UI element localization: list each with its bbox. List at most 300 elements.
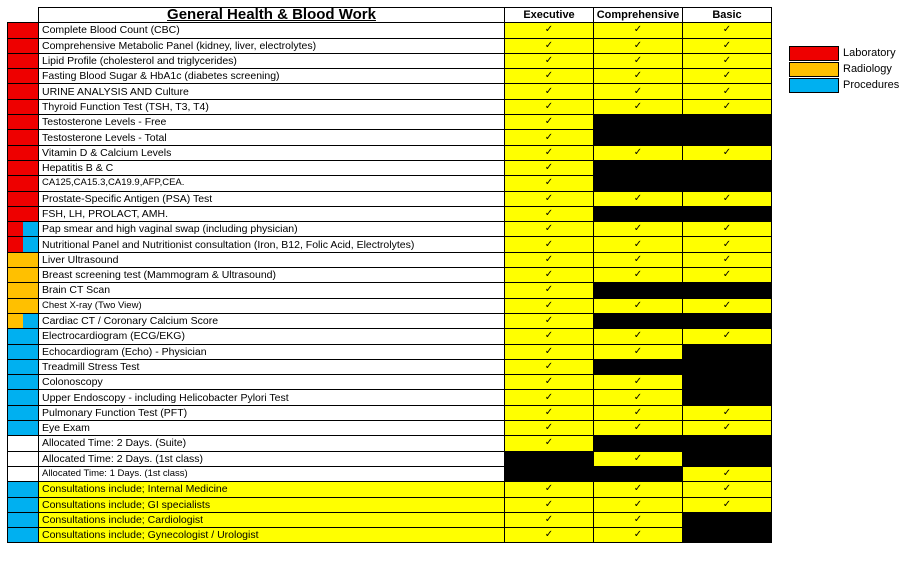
category-indicator — [8, 482, 39, 497]
check-icon: ✓ — [544, 162, 554, 174]
category-indicator — [8, 283, 39, 298]
plan-cell-basic — [683, 84, 772, 99]
test-name: Consultations include; GI specialists — [39, 497, 505, 512]
category-indicator — [8, 421, 39, 436]
health-package-table — [7, 7, 772, 543]
plan-cell-basic — [683, 436, 772, 451]
check-icon: ✓ — [722, 100, 732, 112]
test-name: Prostate-Specific Antigen (PSA) Test — [39, 191, 505, 206]
plan-cell-comprehensive — [594, 436, 683, 451]
plan-header-basic: Basic — [683, 8, 772, 23]
check-icon: ✓ — [544, 39, 554, 51]
check-icon: ✓ — [633, 406, 643, 418]
table-row — [8, 160, 772, 175]
category-indicator — [8, 38, 39, 53]
plan-cell-basic — [683, 206, 772, 221]
category-indicator — [8, 160, 39, 175]
check-icon: ✓ — [544, 55, 554, 67]
table-row — [8, 145, 772, 160]
plan-cell-executive — [505, 145, 594, 160]
check-icon: ✓ — [633, 529, 643, 541]
plan-cell-executive — [505, 359, 594, 374]
test-name: Cardiac CT / Coronary Calcium Score — [39, 313, 505, 328]
check-icon: ✓ — [544, 100, 554, 112]
table-row — [8, 237, 772, 252]
plan-cell-basic — [683, 375, 772, 390]
legend-item-rad — [789, 61, 899, 77]
category-indicator — [8, 375, 39, 390]
header-corner — [8, 8, 39, 23]
table-row — [8, 206, 772, 221]
category-indicator-secondary — [23, 237, 38, 251]
plan-cell-comprehensive — [594, 482, 683, 497]
category-indicator — [8, 145, 39, 160]
check-icon: ✓ — [722, 468, 732, 480]
category-indicator — [8, 313, 39, 328]
plan-cell-comprehensive — [594, 23, 683, 38]
plan-cell-executive — [505, 421, 594, 436]
legend-swatch — [789, 62, 839, 77]
category-indicator-primary — [8, 222, 23, 236]
plan-cell-basic — [683, 191, 772, 206]
check-icon: ✓ — [544, 406, 554, 418]
plan-cell-executive — [505, 23, 594, 38]
category-indicator — [8, 191, 39, 206]
plan-cell-executive — [505, 466, 594, 481]
plan-cell-basic — [683, 237, 772, 252]
test-name: Thyroid Function Test (TSH, T3, T4) — [39, 99, 505, 114]
category-indicator — [8, 69, 39, 84]
category-indicator — [8, 237, 39, 252]
category-indicator — [8, 528, 39, 543]
legend-swatch — [789, 46, 839, 61]
check-icon: ✓ — [633, 376, 643, 388]
plan-cell-basic — [683, 145, 772, 160]
table-row — [8, 69, 772, 84]
table-row — [8, 528, 772, 543]
test-name: Eye Exam — [39, 421, 505, 436]
plan-cell-basic — [683, 38, 772, 53]
plan-cell-executive — [505, 375, 594, 390]
category-indicator — [8, 451, 39, 466]
test-name: Brain CT Scan — [39, 283, 505, 298]
test-name: Lipid Profile (cholesterol and triglycerides) — [39, 53, 505, 68]
check-icon: ✓ — [633, 452, 643, 464]
check-icon: ✓ — [722, 422, 732, 434]
table-row — [8, 222, 772, 237]
table-title: General Health & Blood Work — [39, 8, 505, 23]
check-icon: ✓ — [633, 192, 643, 204]
category-indicator-primary — [8, 237, 23, 251]
plan-cell-comprehensive — [594, 222, 683, 237]
plan-cell-executive — [505, 237, 594, 252]
table-row — [8, 38, 772, 53]
check-icon: ✓ — [633, 223, 643, 235]
test-name: Testosterone Levels - Free — [39, 115, 505, 130]
category-indicator — [8, 344, 39, 359]
table-row — [8, 329, 772, 344]
table-row — [8, 359, 772, 374]
plan-cell-basic — [683, 130, 772, 145]
plan-cell-comprehensive — [594, 390, 683, 405]
plan-cell-executive — [505, 344, 594, 359]
category-indicator-secondary — [23, 222, 38, 236]
table-row — [8, 99, 772, 114]
test-name: Consultations include; Cardiologist — [39, 512, 505, 527]
plan-cell-basic — [683, 344, 772, 359]
check-icon: ✓ — [544, 513, 554, 525]
table-row — [8, 421, 772, 436]
test-name: Hepatitis B & C — [39, 160, 505, 175]
plan-cell-comprehensive — [594, 53, 683, 68]
table-row — [8, 191, 772, 206]
check-icon: ✓ — [722, 55, 732, 67]
check-icon: ✓ — [633, 513, 643, 525]
table-row — [8, 176, 772, 191]
legend-swatch — [789, 78, 839, 93]
category-indicator — [8, 23, 39, 38]
check-icon: ✓ — [722, 24, 732, 36]
header-row — [8, 8, 772, 23]
test-name: CA125,CA15.3,CA19.9,AFP,CEA. — [39, 176, 505, 191]
plan-cell-comprehensive — [594, 497, 683, 512]
check-icon: ✓ — [544, 253, 554, 265]
category-indicator — [8, 405, 39, 420]
plan-cell-comprehensive — [594, 512, 683, 527]
plan-cell-executive — [505, 130, 594, 145]
plan-cell-comprehensive — [594, 38, 683, 53]
check-icon: ✓ — [544, 208, 554, 219]
plan-cell-executive — [505, 206, 594, 221]
plan-cell-comprehensive — [594, 115, 683, 130]
table-row — [8, 344, 772, 359]
test-name: Echocardiogram (Echo) - Physician — [39, 344, 505, 359]
check-icon: ✓ — [722, 269, 732, 281]
plan-cell-comprehensive — [594, 283, 683, 298]
plan-cell-comprehensive — [594, 99, 683, 114]
check-icon: ✓ — [722, 70, 732, 82]
category-indicator — [8, 206, 39, 221]
plan-cell-basic — [683, 313, 772, 328]
check-icon: ✓ — [544, 116, 554, 128]
legend-item-proc — [789, 77, 899, 93]
check-icon: ✓ — [544, 315, 554, 327]
check-icon: ✓ — [544, 192, 554, 204]
legend-label: Procedures — [843, 79, 900, 91]
table-row — [8, 436, 772, 451]
check-icon: ✓ — [633, 498, 643, 510]
plan-cell-basic — [683, 451, 772, 466]
check-icon: ✓ — [544, 498, 554, 510]
table-row — [8, 390, 772, 405]
test-name: Vitamin D & Calcium Levels — [39, 145, 505, 160]
check-icon: ✓ — [633, 345, 643, 357]
legend-label: Laboratory — [843, 47, 896, 59]
table-row — [8, 298, 772, 313]
category-indicator — [8, 222, 39, 237]
category-indicator — [8, 130, 39, 145]
check-icon: ✓ — [722, 253, 732, 265]
check-icon: ✓ — [544, 529, 554, 541]
plan-cell-executive — [505, 191, 594, 206]
table-row — [8, 405, 772, 420]
category-legend — [789, 45, 899, 93]
test-name: Consultations include; Internal Medicine — [39, 482, 505, 497]
check-icon: ✓ — [633, 253, 643, 265]
plan-cell-comprehensive — [594, 528, 683, 543]
plan-cell-executive — [505, 390, 594, 405]
check-icon: ✓ — [544, 483, 554, 495]
plan-cell-comprehensive — [594, 191, 683, 206]
check-icon: ✓ — [722, 330, 732, 342]
plan-cell-executive — [505, 115, 594, 130]
check-icon: ✓ — [633, 422, 643, 434]
plan-cell-executive — [505, 451, 594, 466]
plan-cell-executive — [505, 405, 594, 420]
category-indicator — [8, 252, 39, 267]
table-row — [8, 268, 772, 283]
plan-cell-comprehensive — [594, 298, 683, 313]
category-indicator-secondary — [23, 314, 38, 328]
plan-cell-comprehensive — [594, 176, 683, 191]
table-row — [8, 252, 772, 267]
legend-item-lab — [789, 45, 899, 61]
category-indicator — [8, 298, 39, 313]
category-indicator — [8, 176, 39, 191]
test-name: Breast screening test (Mammogram & Ultrasound) — [39, 268, 505, 283]
table-row — [8, 84, 772, 99]
plan-cell-comprehensive — [594, 313, 683, 328]
test-name: Nutritional Panel and Nutritionist consultation (Iron, B12, Folic Acid, Electrolytes) — [39, 237, 505, 252]
plan-cell-executive — [505, 222, 594, 237]
plan-cell-executive — [505, 53, 594, 68]
test-name: Fasting Blood Sugar & HbA1c (diabetes screening) — [39, 69, 505, 84]
test-name: Complete Blood Count (CBC) — [39, 23, 505, 38]
plan-cell-comprehensive — [594, 405, 683, 420]
check-icon: ✓ — [633, 55, 643, 67]
table-row — [8, 482, 772, 497]
category-indicator — [8, 268, 39, 283]
test-name: Electrocardiogram (ECG/EKG) — [39, 329, 505, 344]
plan-cell-basic — [683, 466, 772, 481]
check-icon: ✓ — [633, 269, 643, 281]
plan-cell-comprehensive — [594, 375, 683, 390]
plan-cell-comprehensive — [594, 451, 683, 466]
test-name: Colonoscopy — [39, 375, 505, 390]
plan-cell-basic — [683, 390, 772, 405]
plan-cell-executive — [505, 160, 594, 175]
plan-cell-basic — [683, 176, 772, 191]
test-name: Comprehensive Metabolic Panel (kidney, liver, electrolytes) — [39, 38, 505, 53]
test-name: Allocated Time: 2 Days. (Suite) — [39, 436, 505, 451]
plan-cell-comprehensive — [594, 329, 683, 344]
test-name: Allocated Time: 1 Days. (1st class) — [39, 466, 505, 481]
check-icon: ✓ — [633, 483, 643, 495]
check-icon: ✓ — [544, 70, 554, 82]
plan-cell-basic — [683, 298, 772, 313]
plan-cell-executive — [505, 512, 594, 527]
table-row — [8, 23, 772, 38]
check-icon: ✓ — [722, 146, 732, 158]
plan-cell-basic — [683, 283, 772, 298]
check-icon: ✓ — [544, 146, 554, 158]
category-indicator — [8, 390, 39, 405]
category-indicator — [8, 329, 39, 344]
category-indicator-primary — [8, 314, 23, 328]
plan-cell-executive — [505, 528, 594, 543]
plan-cell-executive — [505, 298, 594, 313]
table-row — [8, 497, 772, 512]
check-icon: ✓ — [544, 299, 554, 311]
check-icon: ✓ — [633, 238, 643, 250]
plan-cell-executive — [505, 482, 594, 497]
category-indicator — [8, 115, 39, 130]
plan-cell-executive — [505, 38, 594, 53]
category-indicator — [8, 99, 39, 114]
check-icon: ✓ — [722, 223, 732, 235]
table-row — [8, 466, 772, 481]
check-icon: ✓ — [544, 284, 554, 296]
check-icon: ✓ — [544, 269, 554, 281]
category-indicator — [8, 497, 39, 512]
plan-cell-comprehensive — [594, 160, 683, 175]
plan-cell-executive — [505, 99, 594, 114]
plan-cell-comprehensive — [594, 421, 683, 436]
table-row — [8, 375, 772, 390]
plan-cell-basic — [683, 252, 772, 267]
plan-cell-basic — [683, 53, 772, 68]
plan-cell-basic — [683, 69, 772, 84]
check-icon: ✓ — [722, 39, 732, 51]
plan-cell-comprehensive — [594, 84, 683, 99]
test-name: Chest X-ray (Two View) — [39, 298, 505, 313]
check-icon: ✓ — [544, 24, 554, 36]
check-icon: ✓ — [544, 223, 554, 235]
test-name: FSH, LH, PROLACT, AMH. — [39, 206, 505, 221]
plan-cell-executive — [505, 313, 594, 328]
table-row — [8, 451, 772, 466]
plan-cell-executive — [505, 268, 594, 283]
plan-cell-basic — [683, 512, 772, 527]
test-name: Testosterone Levels - Total — [39, 130, 505, 145]
plan-cell-comprehensive — [594, 130, 683, 145]
check-icon: ✓ — [633, 391, 643, 403]
check-icon: ✓ — [544, 345, 554, 357]
plan-cell-basic — [683, 23, 772, 38]
check-icon: ✓ — [722, 406, 732, 418]
plan-cell-basic — [683, 160, 772, 175]
check-icon: ✓ — [544, 360, 554, 372]
test-name: Pap smear and high vaginal swap (including physician) — [39, 222, 505, 237]
plan-cell-comprehensive — [594, 252, 683, 267]
plan-cell-basic — [683, 99, 772, 114]
plan-cell-executive — [505, 436, 594, 451]
table-row — [8, 512, 772, 527]
test-name: Upper Endoscopy - including Helicobacter Pylori Test — [39, 390, 505, 405]
test-name: Treadmill Stress Test — [39, 359, 505, 374]
plan-cell-executive — [505, 176, 594, 191]
check-icon: ✓ — [633, 70, 643, 82]
plan-cell-executive — [505, 252, 594, 267]
plan-cell-comprehensive — [594, 69, 683, 84]
check-icon: ✓ — [633, 85, 643, 97]
plan-cell-executive — [505, 283, 594, 298]
plan-cell-basic — [683, 482, 772, 497]
check-icon: ✓ — [722, 85, 732, 97]
plan-cell-basic — [683, 421, 772, 436]
check-icon: ✓ — [722, 238, 732, 250]
plan-cell-basic — [683, 497, 772, 512]
test-name: Pulmonary Function Test (PFT) — [39, 405, 505, 420]
plan-cell-executive — [505, 497, 594, 512]
table-row — [8, 283, 772, 298]
plan-cell-basic — [683, 528, 772, 543]
check-icon: ✓ — [722, 483, 732, 495]
plan-cell-basic — [683, 329, 772, 344]
plan-cell-executive — [505, 84, 594, 99]
plan-cell-basic — [683, 222, 772, 237]
check-icon: ✓ — [544, 391, 554, 403]
table-row — [8, 115, 772, 130]
plan-cell-comprehensive — [594, 237, 683, 252]
check-icon: ✓ — [633, 100, 643, 112]
check-icon: ✓ — [544, 376, 554, 388]
check-icon: ✓ — [544, 85, 554, 97]
plan-cell-basic — [683, 115, 772, 130]
category-indicator — [8, 436, 39, 451]
check-icon: ✓ — [544, 238, 554, 250]
plan-cell-basic — [683, 268, 772, 283]
check-icon: ✓ — [722, 192, 732, 204]
check-icon: ✓ — [544, 422, 554, 434]
test-name: Consultations include; Gynecologist / Urologist — [39, 528, 505, 543]
table-row — [8, 53, 772, 68]
category-indicator — [8, 53, 39, 68]
test-name: Liver Ultrasound — [39, 252, 505, 267]
check-icon: ✓ — [633, 330, 643, 342]
check-icon: ✓ — [633, 24, 643, 36]
category-indicator — [8, 512, 39, 527]
check-icon: ✓ — [633, 146, 643, 158]
table-row — [8, 130, 772, 145]
plan-cell-comprehensive — [594, 145, 683, 160]
plan-cell-comprehensive — [594, 466, 683, 481]
plan-cell-executive — [505, 69, 594, 84]
check-icon: ✓ — [722, 498, 732, 510]
category-indicator — [8, 84, 39, 99]
check-icon: ✓ — [544, 131, 554, 143]
plan-header-comprehensive: Comprehensive — [594, 8, 683, 23]
plan-cell-comprehensive — [594, 206, 683, 221]
plan-cell-basic — [683, 359, 772, 374]
plan-cell-comprehensive — [594, 359, 683, 374]
check-icon: ✓ — [722, 299, 732, 311]
plan-header-executive: Executive — [505, 8, 594, 23]
plan-cell-comprehensive — [594, 268, 683, 283]
check-icon: ✓ — [544, 330, 554, 342]
check-icon: ✓ — [544, 437, 554, 449]
legend-label: Radiology — [843, 63, 892, 75]
check-icon: ✓ — [633, 39, 643, 51]
check-icon: ✓ — [544, 177, 554, 189]
category-indicator — [8, 466, 39, 481]
category-indicator — [8, 359, 39, 374]
plan-cell-basic — [683, 405, 772, 420]
plan-cell-executive — [505, 329, 594, 344]
test-name: URINE ANALYSIS AND Culture — [39, 84, 505, 99]
check-icon: ✓ — [633, 299, 643, 311]
table-row — [8, 313, 772, 328]
